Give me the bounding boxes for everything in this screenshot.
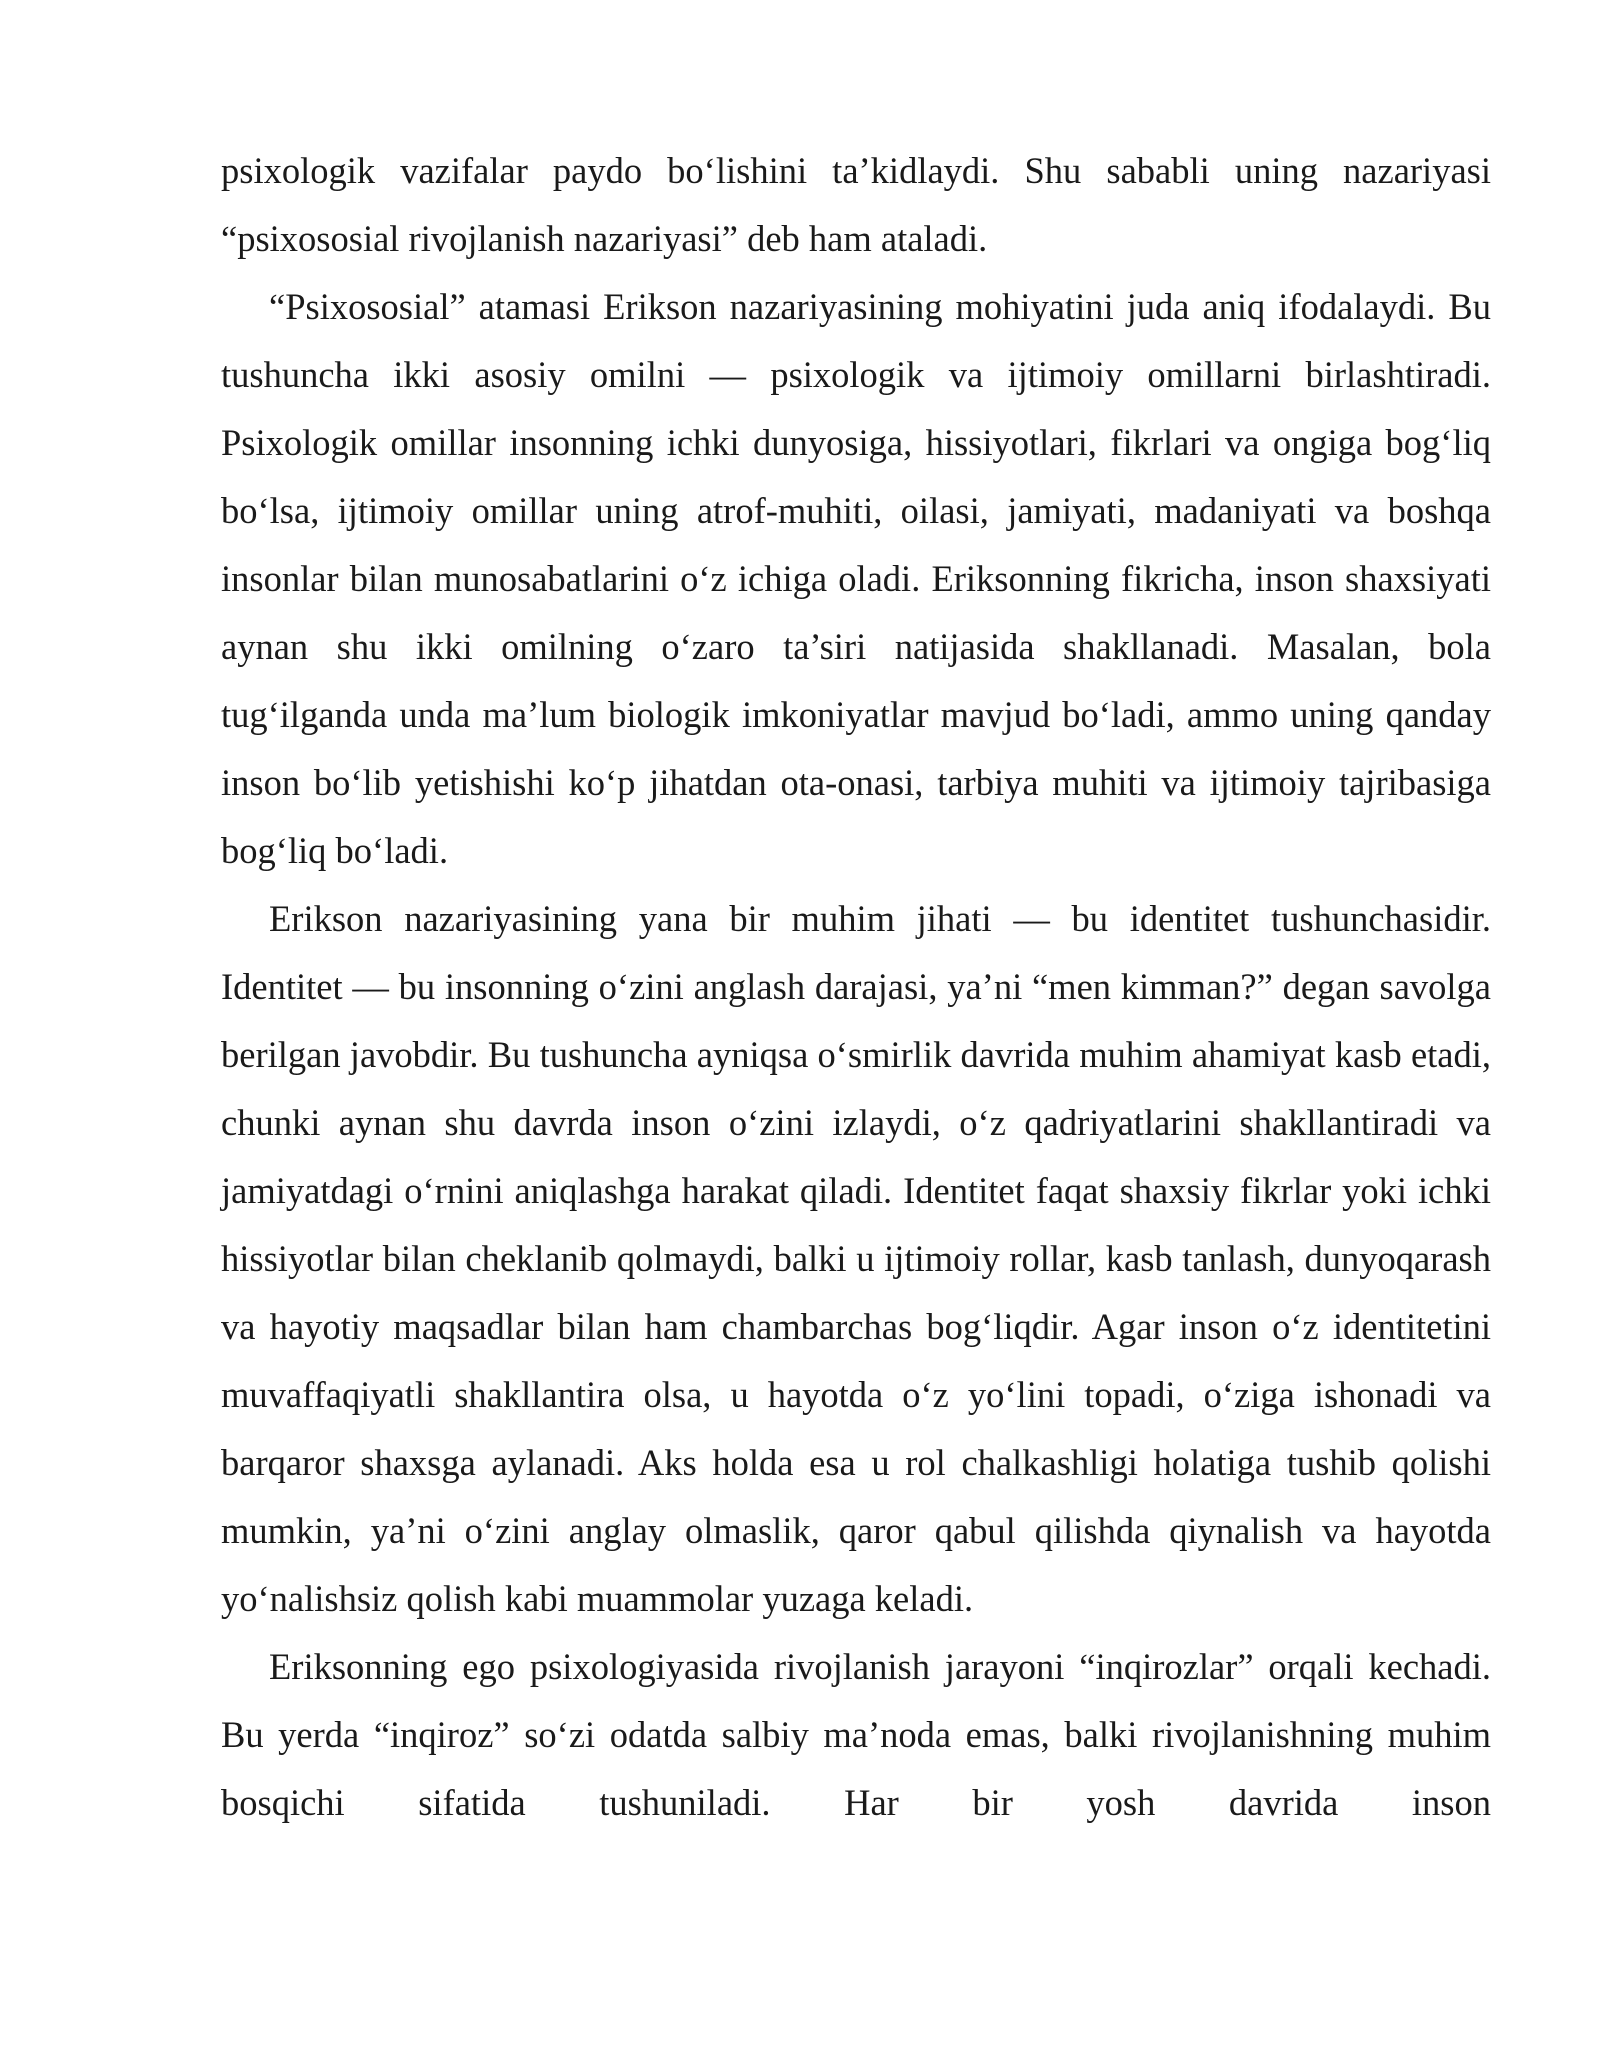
document-page — [221, 137, 1491, 1837]
paragraph-2: “Psixososial” atamasi Erikson nazariyasining mohiyatini juda aniq ifodalaydi. Bu tushuncha ikki asosiy omilni — psixologik va ijtimoiy omillarni birlashtiradi. Psixologik omillar insonning ichki dunyosiga, hissiyotlari, fikrlari va ongiga bog‘liq bo‘lsa, ijtimoiy omillar uning atrof-muhiti, oilasi, jamiyati, madaniyati va boshqa insonlar bilan munosabatlarini o‘z ichiga oladi. Eriksonning fikricha, inson shaxsiyati aynan shu ikki omilning o‘zaro ta’siri natijasida shakllanadi. Masalan, bola tug‘ilganda unda ma’lum biologik imkoniyatlar mavjud bo‘ladi, ammo uning qanday inson bo‘lib yetishishi ko‘p jihatdan ota-onasi, tarbiya muhiti va ijtimoiy tajribasiga bog‘liq bo‘ladi. — [221, 286, 1491, 871]
paragraph-4: Eriksonning ego psixologiyasida rivojlanish jarayoni “inqirozlar” orqali kechadi. Bu yerda “inqiroz” so‘zi odatda salbiy ma’noda emas, balki rivojlanishning muhim bosqichi sifatida tushuniladi. Har bir yosh davrida inson — [221, 1646, 1491, 1823]
paragraph-1: psixologik vazifalar paydo bo‘lishini ta’kidlaydi. Shu sababli uning nazariyasi “psixososial rivojlanish nazariyasi” deb ham ataladi. — [221, 150, 1491, 259]
paragraph-3: Erikson nazariyasining yana bir muhim jihati — bu identitet tushunchasidir. Identitet — bu insonning o‘zini anglash darajasi, ya’ni “men kimman?” degan savolga berilgan javobdir. Bu tushuncha ayniqsa o‘smirlik davrida muhim ahamiyat kasb etadi, chunki aynan shu davrda inson o‘zini izlaydi, o‘z qadriyatlarini shakllantiradi va jamiyatdagi o‘rnini aniqlashga harakat qiladi. Identitet faqat shaxsiy fikrlar yoki ichki hissiyotlar bilan cheklanib qolmaydi, balki u ijtimoiy rollar, kasb tanlash, dunyoqarash va hayotiy maqsadlar bilan ham chambarchas bog‘liqdir. Agar inson o‘z identitetini muvaffaqiyatli shakllantira olsa, u hayotda o‘z yo‘lini topadi, o‘ziga ishonadi va barqaror shaxsga aylanadi. Aks holda esa u rol chalkashligi holatiga tushib qolishi mumkin, ya’ni o‘zini anglay olmaslik, qaror qabul qilishda qiynalish va hayotda yo‘nalishsiz qolish kabi muammolar yuzaga keladi. — [221, 898, 1491, 1619]
